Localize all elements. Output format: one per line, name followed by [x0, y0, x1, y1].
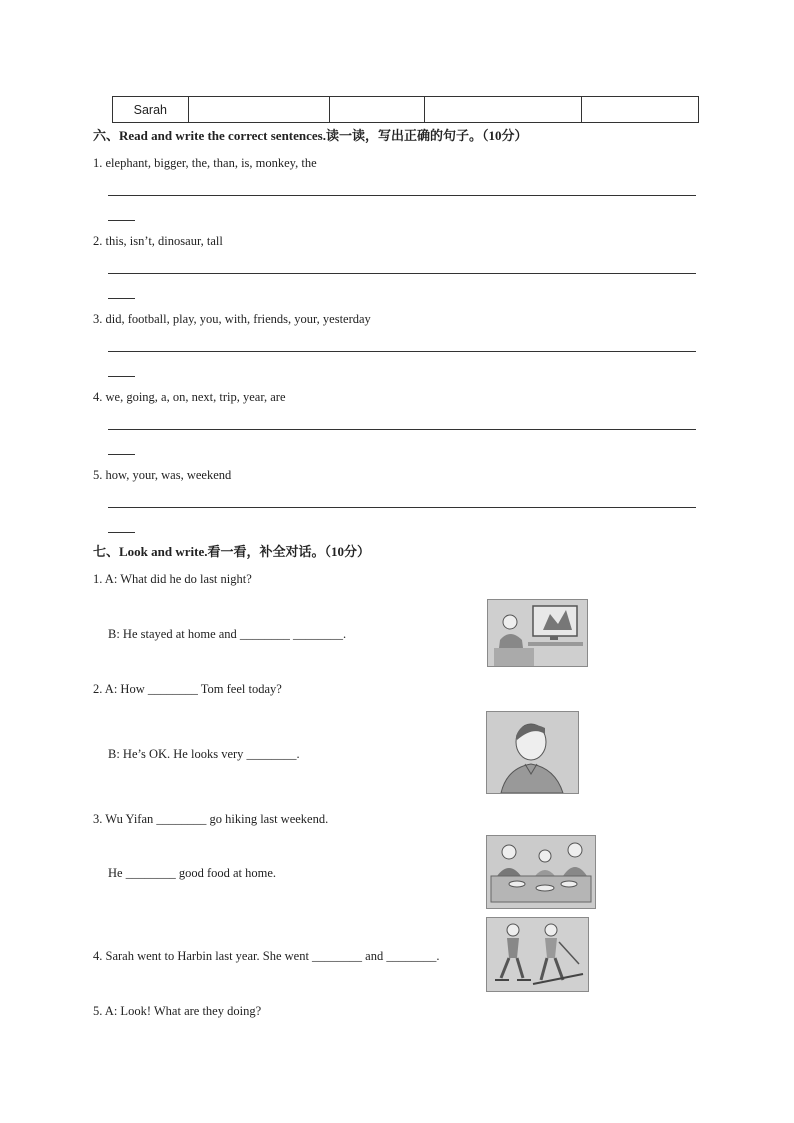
section6-item-1: 1. elephant, bigger, the, than, is, monkey, the [93, 156, 317, 170]
section7-heading: 七、Look and write.看一看，补全对话。（10分） [93, 544, 370, 559]
skiing-skating-image [486, 917, 589, 992]
table-cell[interactable] [582, 97, 699, 123]
q2-answer: B: He’s OK. He looks very ________. [108, 747, 300, 761]
section6-item-2: 2. this, isn’t, dinosaur, tall [93, 234, 223, 248]
section6-heading: 六、Read and write the correct sentences.读一读，写出正确的句子。（10分） [93, 128, 528, 143]
answer-line[interactable] [108, 351, 696, 352]
answer-line-end[interactable] [108, 298, 135, 299]
q1-answer: B: He stayed at home and ________ ________. [108, 627, 347, 641]
table-cell[interactable] [425, 97, 582, 123]
answer-line-end[interactable] [108, 220, 135, 221]
section6-item-4: 4. we, going, a, on, next, trip, year, are [93, 390, 286, 404]
q4-text: 4. Sarah went to Harbin last year. She went ________ and ________. [93, 949, 440, 963]
q2-question: 2. A: How ________ Tom feel today? [93, 682, 282, 696]
answer-line[interactable] [108, 273, 696, 274]
table-cell[interactable] [330, 97, 425, 123]
answer-line[interactable] [108, 195, 696, 196]
answer-line[interactable] [108, 507, 696, 508]
answer-line-end[interactable] [108, 454, 135, 455]
score-table [112, 96, 699, 123]
table-cell-name: Sarah [113, 97, 189, 123]
answer-line[interactable] [108, 429, 696, 430]
q3-question: 3. Wu Yifan ________ go hiking last weekend. [93, 812, 329, 826]
table-cell[interactable] [188, 97, 330, 123]
table-row [113, 97, 699, 123]
q1-question: 1. A: What did he do last night? [93, 572, 252, 586]
section6-item-3: 3. did, football, play, you, with, friends, your, yesterday [93, 312, 371, 326]
boy-computer-image [487, 599, 588, 667]
family-meal-image [486, 835, 596, 909]
q3-answer: He ________ good food at home. [108, 866, 277, 880]
tom-portrait-image [486, 711, 579, 794]
answer-line-end[interactable] [108, 532, 135, 533]
q5-question: 5. A: Look! What are they doing? [93, 1004, 262, 1018]
answer-line-end[interactable] [108, 376, 135, 377]
section6-item-5: 5. how, your, was, weekend [93, 468, 232, 482]
